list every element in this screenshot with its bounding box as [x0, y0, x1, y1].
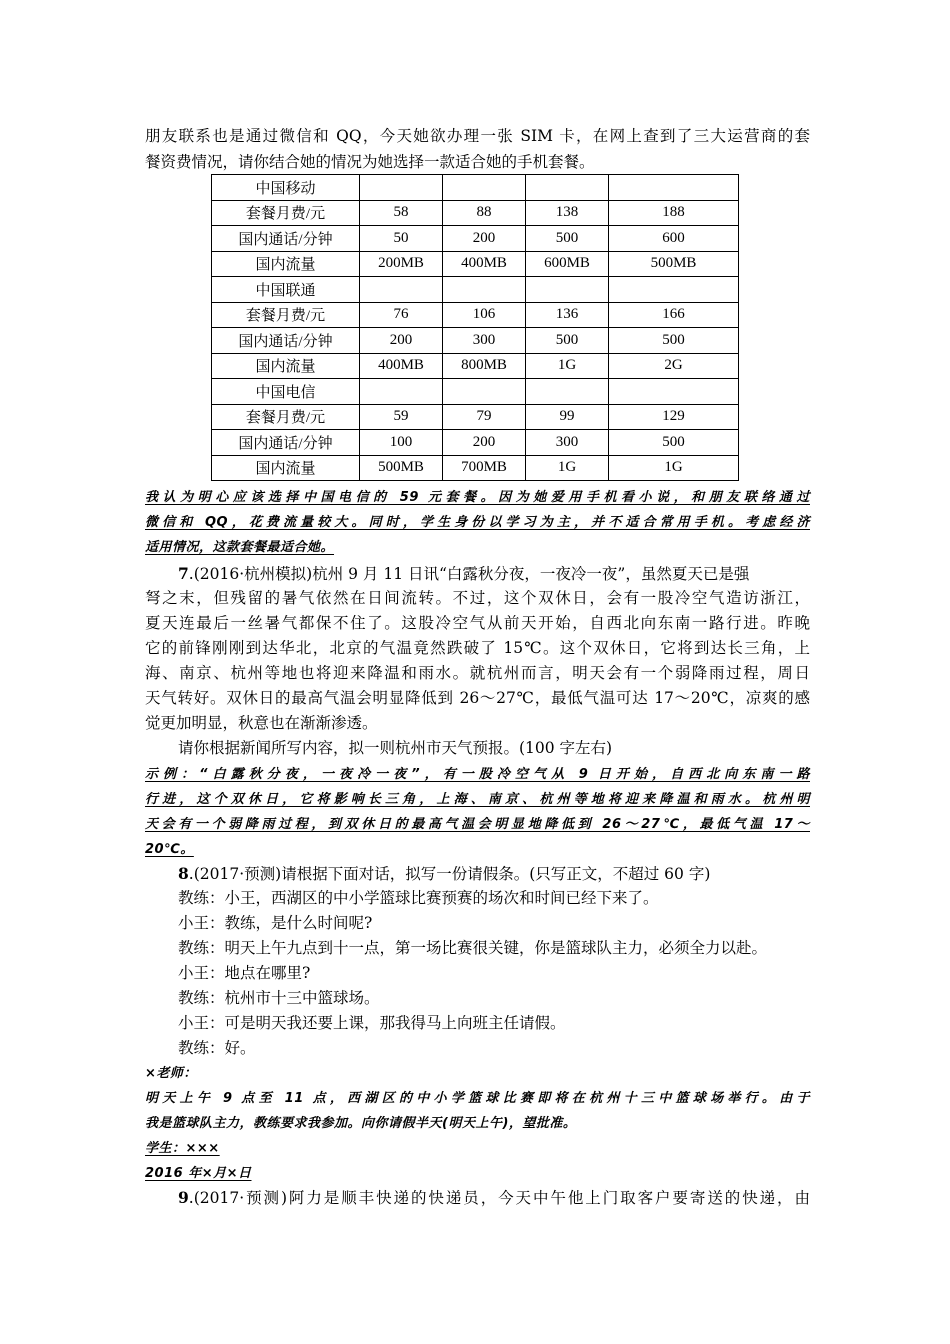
q9-line [178, 1185, 810, 1211]
q9-number: 9 [178, 1188, 189, 1207]
q7-answer-line: 示例：“白露秋分夜，一夜冷一夜”，有一股冷空气从 9 日开始，自西北向东南一路 [145, 767, 810, 782]
table-cell: 99 [526, 404, 609, 430]
table-cell [526, 175, 609, 201]
table-cell [609, 379, 739, 405]
table-cell: 1G [526, 353, 609, 379]
table-cell: 200 [443, 430, 526, 456]
leave-note-body: 明天上午 9 点至 11 点，西湖区的中小学篮球比赛即将在杭州十三中篮球场举行。由于 [145, 1091, 810, 1106]
table-cell: 500 [609, 328, 739, 354]
table-cell: 58 [360, 200, 443, 226]
dialogue-line: 教练：好。 [178, 1039, 256, 1057]
table-cell [609, 175, 739, 201]
row-label: 国内流量 [212, 353, 360, 379]
table-cell: 138 [526, 200, 609, 226]
row-label: 中国移动 [212, 175, 360, 201]
q7-number: 7 [178, 564, 189, 583]
table-cell: 106 [443, 302, 526, 328]
table-cell: 600 [609, 226, 739, 252]
row-label: 国内流量 [212, 455, 360, 481]
dialogue-line: 教练：明天上午九点到十一点，第一场比赛很关键，你是篮球队主力，必须全力以赴。 [178, 939, 768, 957]
leave-note-date: 2016 年×月×日 [145, 1166, 252, 1181]
row-label: 套餐月费/元 [212, 302, 360, 328]
table-cell: 188 [609, 200, 739, 226]
q7-line: 弩之末，但残留的暑气依然在日间流转。不过，这个双休日，会有一股冷空气造访浙江， [145, 589, 810, 607]
row-label: 套餐月费/元 [212, 200, 360, 226]
dialogue-line: 教练：小王，西湖区的中小学篮球比赛预赛的场次和时间已经下来了。 [178, 889, 659, 907]
table-cell: 200MB [360, 251, 443, 277]
table-cell [526, 277, 609, 303]
table-cell: 129 [609, 404, 739, 430]
table-cell: 300 [443, 328, 526, 354]
carrier-plan-table [211, 174, 739, 481]
q7-answer-line: 天会有一个弱降雨过程，到双休日的最高气温会明显地降低到 26～27℃，最低气温 17～ [145, 817, 810, 832]
table-cell: 1G [526, 455, 609, 481]
leave-note-salutation: ×老师： [145, 1066, 197, 1081]
q7-line: 天气转好。双休日的最高气温会明显降低到 26～27℃，最低气温可达 17～20℃，凉爽的感 [145, 689, 810, 707]
table-row [212, 200, 739, 226]
row-label: 中国联通 [212, 277, 360, 303]
row-label: 中国电信 [212, 379, 360, 405]
row-label: 国内通话/分钟 [212, 328, 360, 354]
q7-line: 觉更加明显，秋意也在渐渐渗透。 [145, 714, 378, 732]
leave-note-signature: 学生：××× [145, 1141, 220, 1156]
q7-line: 它的前锋刚刚到达华北，北京的气温竟然跌破了 15℃。这个双休日，它将到达长三角，上 [145, 639, 810, 657]
table-row [212, 328, 739, 354]
dialogue-line: 教练：杭州市十三中篮球场。 [178, 989, 380, 1007]
q8-number: 8 [178, 864, 189, 883]
q7-answer-line: 20℃。 [145, 842, 194, 857]
table-cell: 200 [443, 226, 526, 252]
table-cell: 200 [360, 328, 443, 354]
q7-text: .(2016·杭州模拟)杭州 9 月 11 日讯“白露秋分夜，一夜冷一夜”，虽然夏天已是强 [188, 565, 750, 583]
table-cell: 500 [609, 430, 739, 456]
table-cell: 500MB [609, 251, 739, 277]
q7-answer-line: 行进，这个双休日，它将影响长三角，上海、南京、杭州等地将迎来降温和雨水。杭州明 [145, 792, 810, 807]
table-cell: 50 [360, 226, 443, 252]
table-row [212, 404, 739, 430]
table-cell: 600MB [526, 251, 609, 277]
intro-line-2: 餐资费情况，请你结合她的情况为她选择一款适合她的手机套餐。 [145, 153, 595, 171]
table-cell [360, 175, 443, 201]
row-label: 套餐月费/元 [212, 404, 360, 430]
table-cell: 2G [609, 353, 739, 379]
table-cell [526, 379, 609, 405]
table-cell: 166 [609, 302, 739, 328]
table-cell: 500 [526, 328, 609, 354]
table-cell: 79 [443, 404, 526, 430]
table-cell: 59 [360, 404, 443, 430]
table-cell: 1G [609, 455, 739, 481]
table-row [212, 251, 739, 277]
table-row [212, 353, 739, 379]
table-cell: 136 [526, 302, 609, 328]
q7-line [178, 561, 810, 587]
row-label: 国内通话/分钟 [212, 226, 360, 252]
table-cell: 800MB [443, 353, 526, 379]
table-cell: 500 [526, 226, 609, 252]
q7-line: 海、南京、杭州等地也将迎来降温和雨水。就杭州而言，明天会有一个弱降雨过程，周日 [145, 664, 810, 682]
dialogue-line: 小王：地点在哪里? [178, 964, 311, 982]
answer6-line: 我认为明心应该选择中国电信的 59 元套餐。因为她爱用手机看小说，和朋友联络通过 [145, 490, 810, 505]
table-cell: 500MB [360, 455, 443, 481]
q7-line: 夏天连最后一丝暑气都保不住了。这股冷空气从前天开始，自西北向东南一路行进。昨晚 [145, 614, 810, 632]
q7-prompt: 请你根据新闻所写内容，拟一则杭州市天气预报。(100 字左右) [178, 739, 613, 757]
intro-line-1: 朋友联系也是通过微信和 QQ，今天她欲办理一张 SIM 卡，在网上查到了三大运营商的套 [145, 127, 810, 145]
table-cell: 100 [360, 430, 443, 456]
table-cell: 700MB [443, 455, 526, 481]
table-row [212, 302, 739, 328]
table-row [212, 277, 739, 303]
table-row [212, 175, 739, 201]
row-label: 国内流量 [212, 251, 360, 277]
dialogue-line: 小王：可是明天我还要上课，那我得马上向班主任请假。 [178, 1014, 566, 1032]
table-row [212, 430, 739, 456]
table-row [212, 226, 739, 252]
answer6-line: 适用情况，这款套餐最适合她。 [145, 540, 335, 555]
table-cell: 300 [526, 430, 609, 456]
table-row [212, 455, 739, 481]
q9-text: .(2017·预测)阿力是顺丰快递的快递员，今天中午他上门取客户要寄送的快递，由 [188, 1189, 810, 1207]
answer6-line: 微信和 QQ，花费流量较大。同时，学生身份以学习为主，并不适合常用手机。考虑经济 [145, 515, 810, 530]
dialogue-line: 小王：教练，是什么时间呢? [178, 914, 373, 932]
table-cell [443, 175, 526, 201]
table-row [212, 379, 739, 405]
table-cell: 88 [443, 200, 526, 226]
q8-line [178, 861, 810, 887]
table-cell: 76 [360, 302, 443, 328]
table-cell [443, 379, 526, 405]
row-label: 国内通话/分钟 [212, 430, 360, 456]
table-cell [360, 277, 443, 303]
table-cell [609, 277, 739, 303]
q8-text: .(2017·预测)请根据下面对话，拟写一份请假条。(只写正文，不超过 60 字) [188, 865, 711, 883]
table-cell [360, 379, 443, 405]
leave-note-body: 我是篮球队主力，教练要求我参加。向你请假半天(明天上午)，望批准。 [145, 1116, 577, 1131]
table-cell: 400MB [443, 251, 526, 277]
table-cell [443, 277, 526, 303]
table-cell: 400MB [360, 353, 443, 379]
